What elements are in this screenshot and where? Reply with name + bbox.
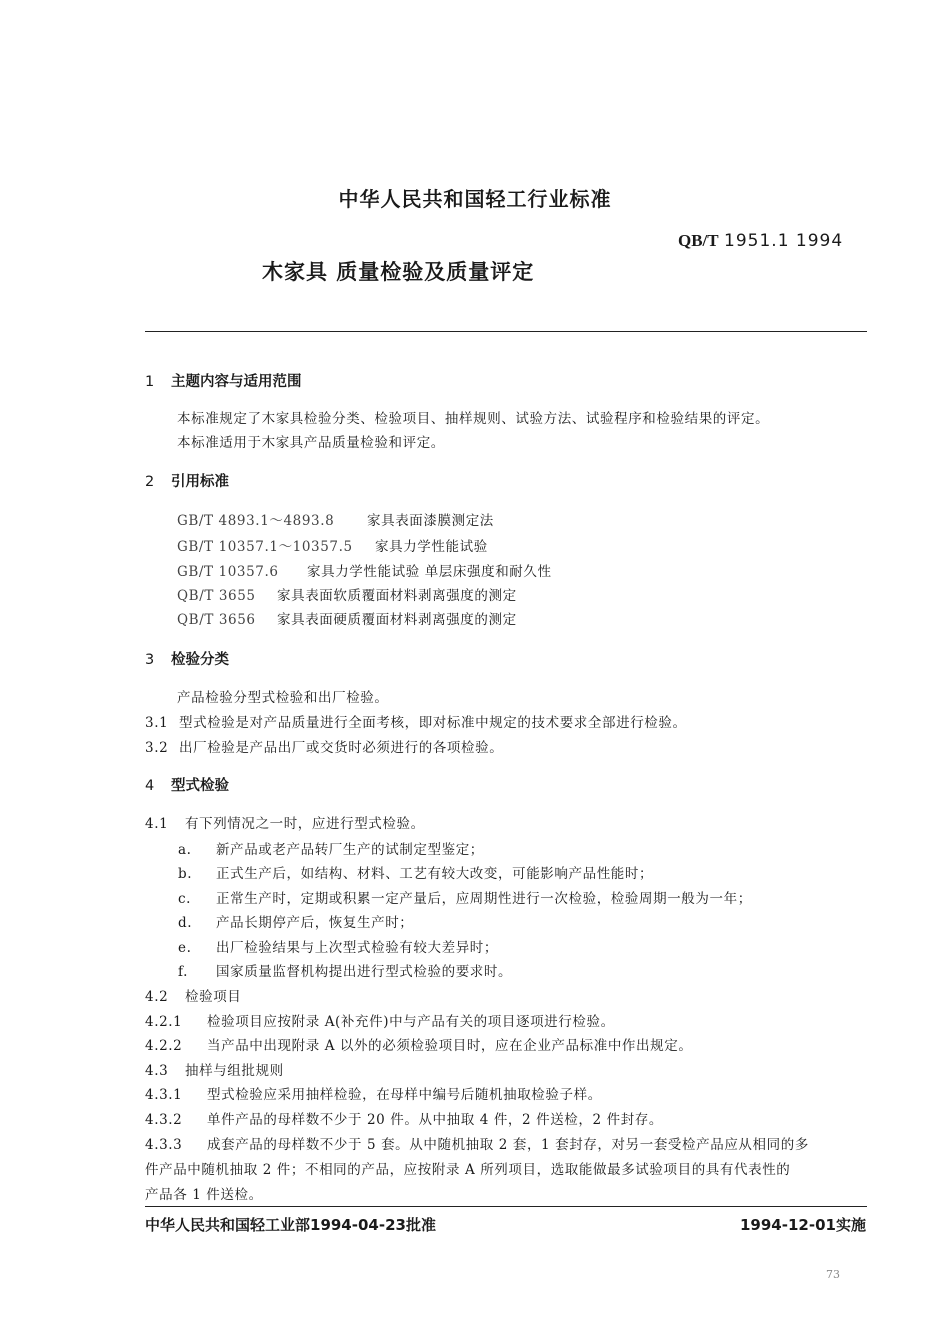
section-title: 主题内容与适用范围 <box>171 374 302 390</box>
reference-code: GB/T 4893.1～4893.8 <box>177 513 335 529</box>
list-item <box>178 936 498 956</box>
section-number: 4 <box>145 778 155 794</box>
reference-code: QB/T 3656 <box>177 612 256 628</box>
list-letter: a. <box>178 842 192 858</box>
reference-item <box>177 509 494 529</box>
list-item <box>178 887 752 907</box>
clause-4-3-2 <box>145 1108 663 1128</box>
clause-text: 出厂检验是产品出厂或交货时必须进行的各项检验。 <box>179 740 504 756</box>
section-3-heading <box>145 648 229 669</box>
reference-title: 家具表面硬质覆面材料剥离强度的测定 <box>277 612 517 628</box>
clause-number: 3.2 <box>145 740 169 756</box>
page-number: 73 <box>826 1268 840 1281</box>
list-item <box>178 862 653 882</box>
reference-item <box>177 560 552 580</box>
reference-title: 家具表面软质覆面材料剥离强度的测定 <box>277 588 517 604</box>
clause-number: 4.2.1 <box>145 1014 183 1030</box>
clause-3-2 <box>145 736 503 756</box>
list-text: 国家质量监督机构提出进行型式检验的要求时。 <box>216 964 513 980</box>
clause-text: 型式检验应采用抽样检验，在母样中编号后随机抽取检验子样。 <box>207 1087 602 1103</box>
reference-code: GB/T 10357.1～10357.5 <box>177 539 353 555</box>
section-number: 3 <box>145 652 155 668</box>
reference-title: 家具表面漆膜测定法 <box>367 513 494 529</box>
clause-number: 4.3.2 <box>145 1112 183 1128</box>
clause-number: 4.3.3 <box>145 1137 183 1153</box>
header-divider <box>145 331 867 332</box>
section-1-para-2: 本标准适用于木家具产品质量检验和评定。 <box>177 435 445 451</box>
clause-number: 4.2.2 <box>145 1038 183 1054</box>
clause-4-2-1 <box>145 1010 615 1030</box>
approval-date: 中华人民共和国轻工业部1994-04-23批准 <box>145 1216 436 1234</box>
clause-4-2 <box>145 985 241 1005</box>
clause-4-3-3-line-3: 产品各 1 件送检。 <box>145 1187 263 1203</box>
standard-code: 1951.1 1994 <box>724 231 844 251</box>
list-item <box>178 838 484 858</box>
section-2-heading <box>145 470 229 491</box>
section-title: 引用标准 <box>171 474 229 490</box>
reference-item <box>177 608 517 628</box>
section-title: 检验分类 <box>171 652 229 668</box>
clause-number: 3.1 <box>145 715 169 731</box>
list-text: 产品长期停产后，恢复生产时； <box>216 915 414 931</box>
reference-item <box>177 535 488 555</box>
standard-number <box>678 231 843 251</box>
clause-number: 4.1 <box>145 816 169 832</box>
implementation-date: 1994-12-01实施 <box>740 1216 866 1234</box>
clause-text: 有下列情况之一时，应进行型式检验。 <box>185 816 425 832</box>
document-title: 木家具 质量检验及质量评定 <box>262 260 535 284</box>
clause-text: 检验项目应按附录 A(补充件)中与产品有关的项目逐项进行检验。 <box>207 1014 615 1030</box>
clause-text: 当产品中出现附录 A 以外的必须检验项目时，应在企业产品标准中作出规定。 <box>207 1038 693 1054</box>
clause-4-3-1 <box>145 1083 602 1103</box>
reference-item <box>177 584 517 604</box>
clause-3-1 <box>145 711 687 731</box>
clause-text: 成套产品的母样数不少于 5 套。从中随机抽取 2 套，1 套封存，对另一套受检产品应从相同的多 <box>207 1137 809 1153</box>
section-number: 1 <box>145 374 155 390</box>
clause-number: 4.3 <box>145 1063 169 1079</box>
clause-4-3 <box>145 1059 284 1079</box>
list-item <box>178 911 413 931</box>
clause-number: 4.3.1 <box>145 1087 183 1103</box>
list-letter: d. <box>178 915 193 931</box>
standard-prefix: QB/T <box>678 231 719 250</box>
clause-text: 单件产品的母样数不少于 20 件。从中抽取 4 件，2 件送检，2 件封存。 <box>207 1112 663 1128</box>
reference-title: 家具力学性能试验 单层床强度和耐久性 <box>307 564 552 580</box>
section-4-heading <box>145 774 229 795</box>
reference-title: 家具力学性能试验 <box>375 539 488 555</box>
clause-number: 4.2 <box>145 989 169 1005</box>
clause-4-2-2 <box>145 1034 692 1054</box>
reference-code: QB/T 3655 <box>177 588 256 604</box>
list-letter: e. <box>178 940 192 956</box>
list-letter: b. <box>178 866 193 882</box>
section-1-heading <box>145 370 302 391</box>
section-title: 型式检验 <box>171 778 229 794</box>
list-text: 正常生产时，定期或积累一定产量后，应周期性进行一次检验，检验周期一般为一年； <box>216 891 752 907</box>
list-text: 正式生产后，如结构、材料、工艺有较大改变，可能影响产品性能时； <box>216 866 654 882</box>
clause-text: 型式检验是对产品质量进行全面考核，即对标准中规定的技术要求全部进行检验。 <box>179 715 687 731</box>
list-letter: f. <box>178 964 189 980</box>
clause-text: 抽样与组批规则 <box>185 1063 284 1079</box>
section-3-intro: 产品检验分型式检验和出厂检验。 <box>177 690 389 706</box>
clause-4-3-3-line-2: 件产品中随机抽取 2 件；不相同的产品，应按附录 A 所列项目，选取能做最多试验项目的具有代表性的 <box>145 1162 791 1178</box>
section-number: 2 <box>145 474 155 490</box>
section-1-para-1: 本标准规定了木家具检验分类、检验项目、抽样规则、试验方法、试验程序和检验结果的评定。 <box>177 411 770 427</box>
list-text: 出厂检验结果与上次型式检验有较大差异时； <box>216 940 498 956</box>
clause-text: 检验项目 <box>185 989 242 1005</box>
footer-divider <box>145 1206 867 1207</box>
list-item <box>178 960 512 980</box>
list-letter: c. <box>178 891 192 907</box>
list-text: 新产品或老产品转厂生产的试制定型鉴定； <box>216 842 484 858</box>
clause-4-1 <box>145 812 425 832</box>
reference-code: GB/T 10357.6 <box>177 564 279 580</box>
issuing-organization: 中华人民共和国轻工行业标准 <box>338 187 612 211</box>
clause-4-3-3 <box>145 1133 809 1153</box>
